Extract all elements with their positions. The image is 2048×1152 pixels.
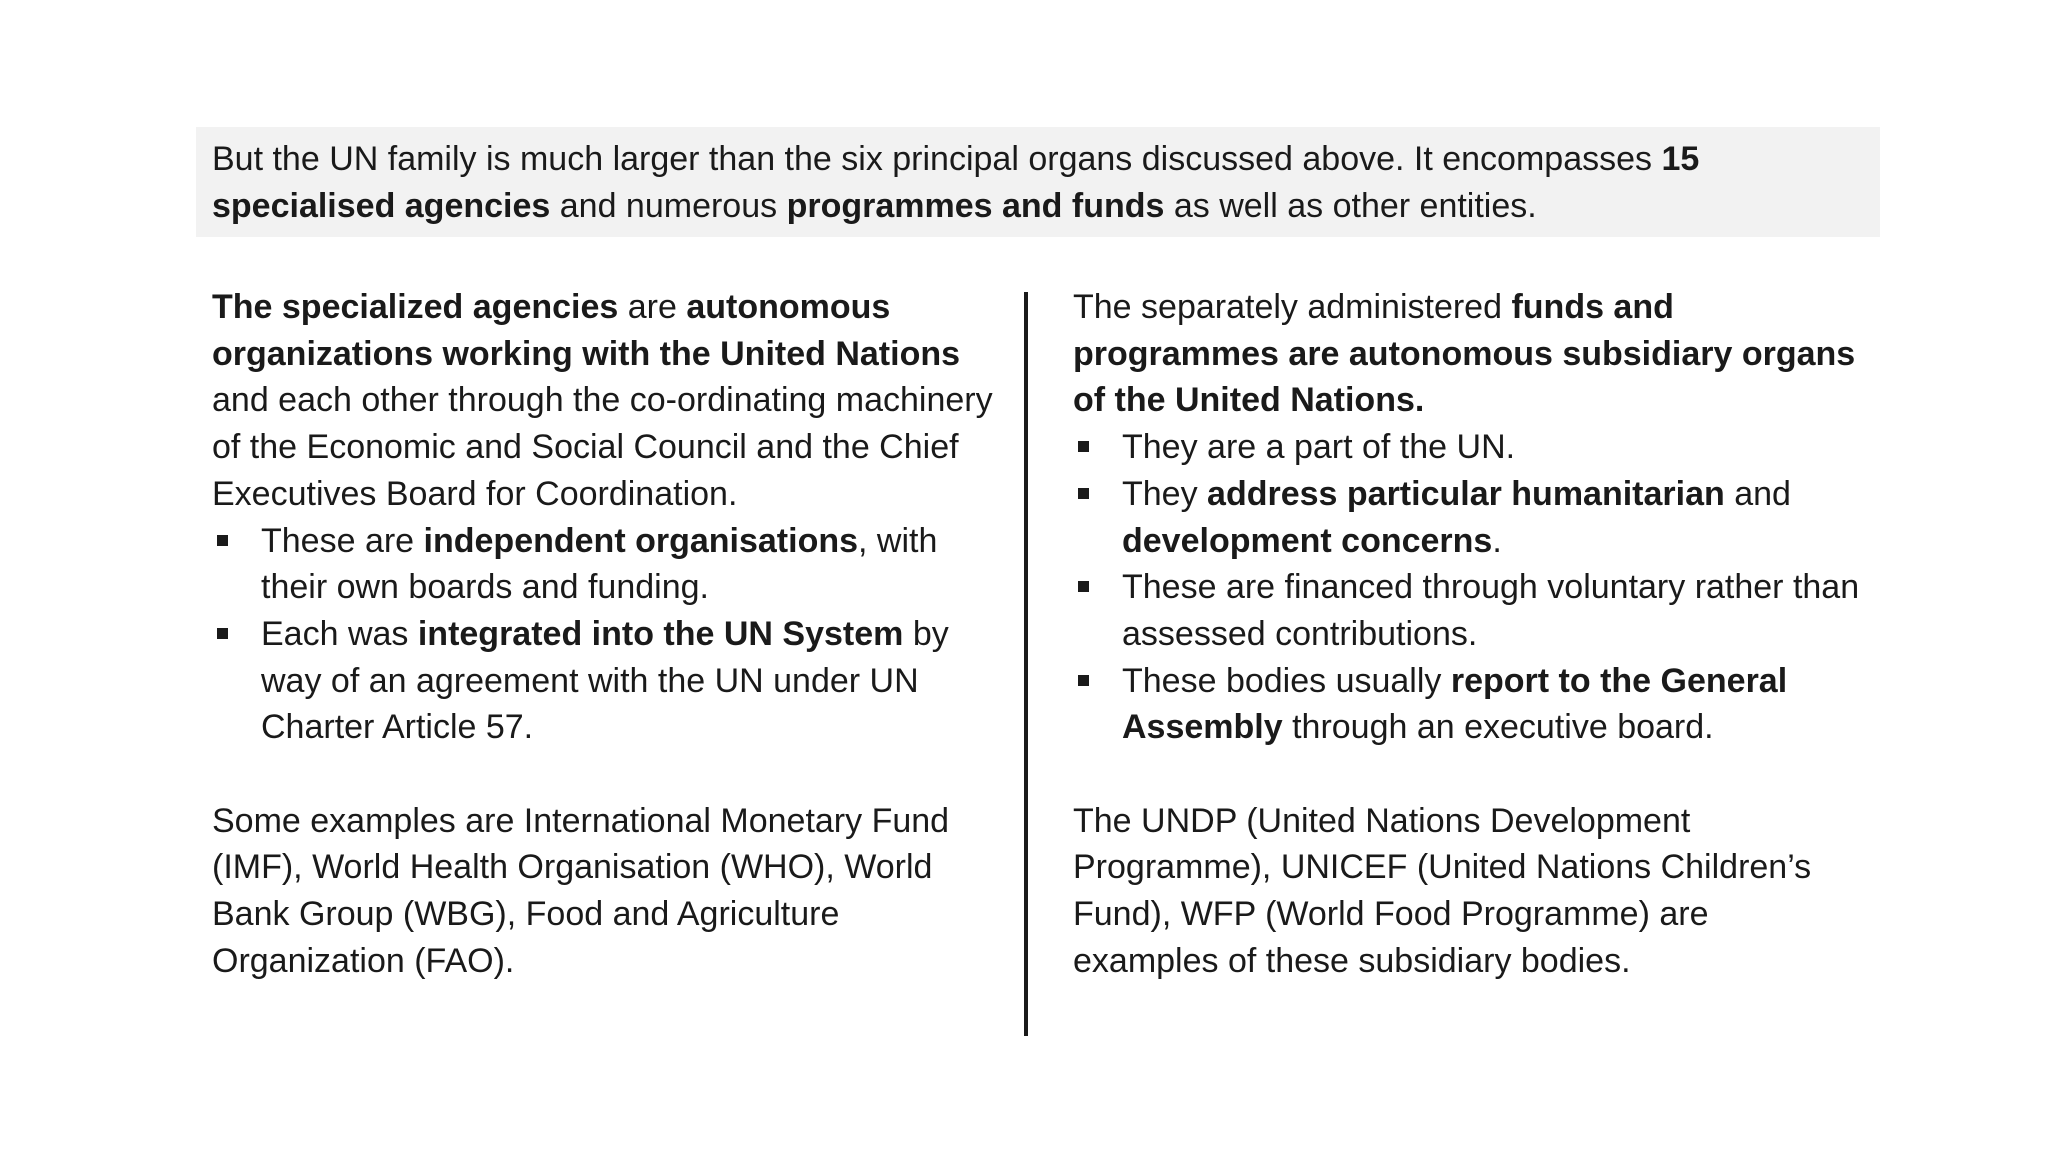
bullet-bold: integrated into the UN System <box>417 614 904 653</box>
bullet-text: and <box>1724 474 1791 513</box>
agencies-lead-paragraph <box>212 284 1002 518</box>
agencies-lead-text-2: and each other through the co-ordinating machinery of the Economic and Social Council and the Chief Executives Board for Coordination. <box>212 381 993 513</box>
funds-bullet-list <box>1073 424 1863 751</box>
bullet-text: These are financed through voluntary rather than assessed contributions. <box>1122 568 1860 653</box>
specialized-agencies-column <box>212 284 1002 985</box>
funds-lead-paragraph <box>1073 284 1863 424</box>
intro-text <box>212 136 1864 230</box>
intro-bold-agencies: 15 specialised agencies <box>212 140 1700 225</box>
bullet-bold: development concerns <box>1122 521 1493 560</box>
column-divider <box>1024 292 1028 1036</box>
square-bullet-icon <box>1078 581 1089 592</box>
bullet-text: , with their own boards and funding. <box>261 521 938 607</box>
bullet-text: These bodies usually <box>1122 661 1451 700</box>
agencies-lead-text-1: are <box>618 288 687 326</box>
paragraph-spacer <box>212 751 1002 798</box>
funds-bullet-item <box>1073 424 1863 471</box>
square-bullet-icon <box>1078 488 1089 499</box>
funds-examples-paragraph: The UNDP (United Nations Development Programme), UNICEF (United Nations Children’s Fund), WFP (World Food Programme) are examples of these subsidiary bodies. <box>1073 801 1812 980</box>
square-bullet-icon <box>1078 675 1089 686</box>
funds-lead-text-1: The separately administered <box>1073 288 1512 326</box>
bullet-text: . <box>1492 521 1502 560</box>
bullet-text: They are a part of the UN. <box>1122 428 1516 467</box>
square-bullet-icon <box>1078 441 1089 452</box>
square-bullet-icon <box>217 535 228 546</box>
funds-programmes-column <box>1073 284 1863 985</box>
funds-bullet-item <box>1073 471 1863 564</box>
bullet-text: These are <box>261 521 424 560</box>
agencies-bullet-list <box>212 518 1002 752</box>
bullet-bold: address particular humanitarian <box>1207 474 1725 513</box>
agencies-examples-paragraph: Some examples are International Monetary Fund (IMF), World Health Organisation (WHO), World Bank Group (WBG), Food and Agriculture Organization (FAO). <box>212 801 950 980</box>
intro-callout <box>196 127 1880 237</box>
funds-lead-bold-1: funds and programmes are autonomous subsidiary organs of the United Nations. <box>1073 288 1856 420</box>
agencies-bullet-item <box>212 611 1002 751</box>
intro-text-2: and numerous <box>550 187 787 225</box>
funds-bullet-item <box>1073 564 1863 657</box>
bullet-bold: independent organisations <box>423 521 859 560</box>
bullet-bold: report to the General Assembly <box>1122 661 1788 747</box>
bullet-text: by way of an agreement with the UN under UN Charter Article 57. <box>261 614 949 747</box>
intro-bold-programmes: programmes and funds <box>786 187 1165 225</box>
intro-text-1: But the UN family is much larger than the six principal organs discussed above. It encompasses <box>212 140 1662 178</box>
square-bullet-icon <box>217 628 228 639</box>
agencies-bullet-item <box>212 518 1002 611</box>
bullet-text: through an executive board. <box>1282 708 1714 747</box>
agencies-lead-bold-2: autonomous organizations working with the United Nations <box>212 288 961 373</box>
agencies-lead-bold-1: The specialized agencies <box>212 288 619 326</box>
bullet-text: Each was <box>261 614 418 653</box>
intro-text-3: as well as other entities. <box>1164 187 1537 225</box>
bullet-text: They <box>1122 474 1208 513</box>
funds-bullet-item <box>1073 658 1863 751</box>
paragraph-spacer <box>1073 751 1863 798</box>
